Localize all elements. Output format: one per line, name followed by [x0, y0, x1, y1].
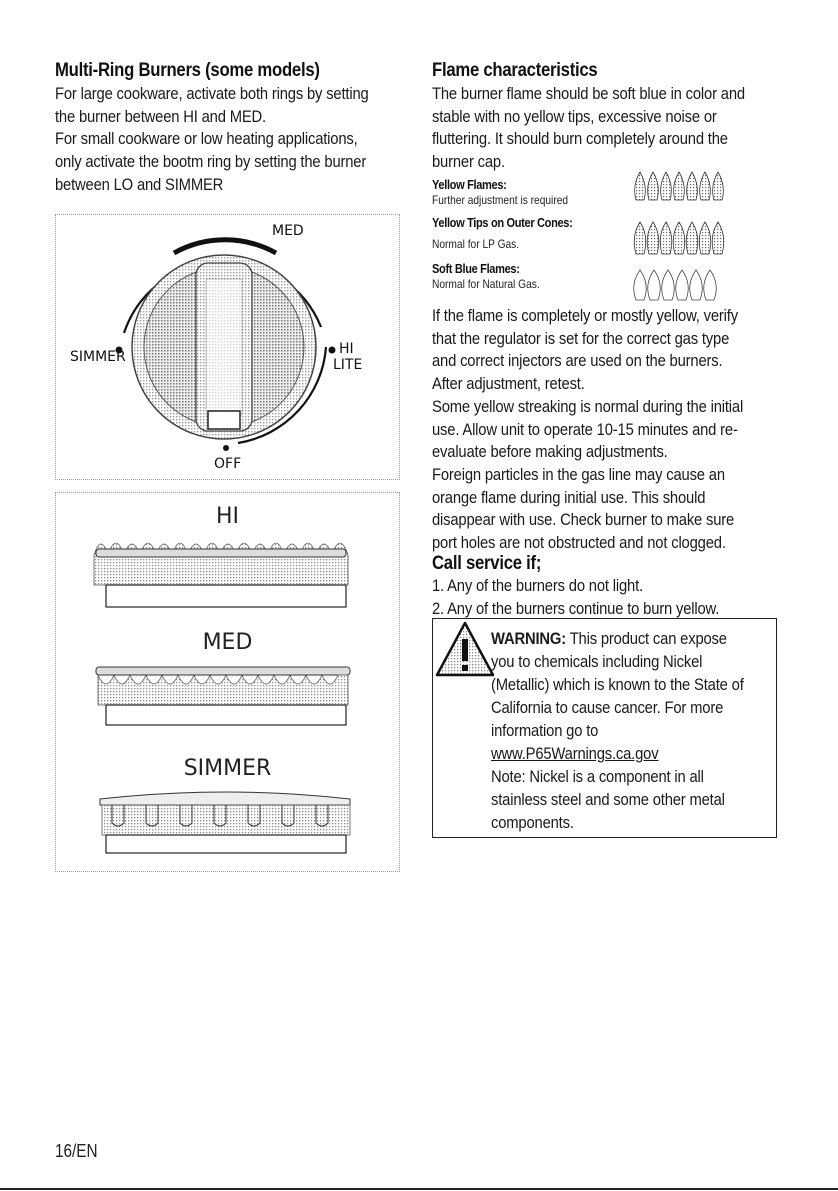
burner-label-med: MED — [202, 630, 253, 655]
burner-levels-figure — [55, 492, 400, 872]
text-line: disappear with use. Check burner to make sure — [432, 510, 735, 530]
warning-line: (Metallic) which is known to the State of — [491, 675, 744, 694]
text-line: that the regulator is set for the correct gas type — [432, 328, 730, 348]
burner-label-simmer: SIMMER — [183, 756, 272, 781]
flame-intro-text — [432, 83, 790, 174]
text-line: Some yellow streaking is normal during the initial — [432, 396, 744, 416]
section-heading-multi-ring: Multi-Ring Burners (some models) — [55, 60, 320, 81]
bottom-rule — [0, 1188, 838, 1190]
text-line: If the flame is completely or mostly yellow, verify — [432, 306, 738, 325]
text-line: After adjustment, retest. — [432, 374, 585, 394]
call-service-heading: Call service if; — [432, 553, 542, 574]
warning-note-line: components. — [491, 813, 574, 832]
flame-icons — [630, 166, 740, 306]
text-line: stable with no yellow tips, excessive noise or — [432, 106, 717, 126]
flame-body-text — [432, 305, 790, 555]
page-number: 16/EN — [55, 1141, 98, 1161]
burner-label-hi: HI — [215, 504, 240, 529]
knob-label-lite: LITE — [333, 357, 363, 373]
text-line: between LO and SIMMER — [55, 174, 224, 194]
flame-title: Yellow Flames: — [432, 177, 507, 192]
flame-desc: Normal for Natural Gas. — [432, 277, 540, 291]
warning-text — [491, 627, 778, 834]
text-line: the burner between HI and MED. — [55, 106, 267, 126]
knob-label-hi: HI — [339, 341, 354, 357]
text-line: and correct injectors are used on the burners. — [432, 351, 723, 371]
soft-blue-flame-icon — [634, 270, 717, 300]
text-line: use. Allow unit to operate 10-15 minutes and re- — [432, 419, 738, 439]
text-line: burner cap. — [432, 152, 505, 172]
yellow-tips-flame-icon — [634, 222, 724, 254]
call-service-list — [432, 575, 790, 620]
knob-label-off: OFF — [214, 456, 242, 472]
warning-label: WARNING: — [491, 629, 567, 648]
warning-note-line: Note: Nickel is a component in all — [491, 767, 704, 786]
warning-note-line: stainless steel and some other metal — [491, 790, 725, 809]
yellow-flame-icon — [635, 172, 724, 200]
flame-type-yellow — [432, 177, 636, 208]
text-line: The burner flame should be soft blue in color and — [432, 84, 745, 103]
warning-triangle-icon — [433, 619, 497, 681]
warning-line: This product can expose — [566, 629, 727, 648]
burner-simmer-drawing — [100, 792, 350, 853]
text-line: evaluate before making adjustments. — [432, 442, 668, 462]
burner-med-drawing — [96, 667, 350, 725]
warning-line: you to chemicals including Nickel — [491, 652, 703, 671]
flame-type-soft-blue — [432, 261, 636, 292]
text-line: orange flame during initial use. This should — [432, 487, 706, 507]
flame-desc: Normal for LP Gas. — [432, 237, 520, 251]
flame-desc: Further adjustment is required — [432, 193, 569, 207]
flame-title: Yellow Tips on Outer Cones: — [432, 215, 573, 230]
text-line: For large cookware, activate both rings by setting — [55, 84, 369, 103]
text-line: Foreign particles in the gas line may cause an — [432, 464, 725, 484]
knob-label-simmer: SIMMER — [70, 349, 126, 365]
section-heading-flame: Flame characteristics — [432, 60, 598, 81]
burner-hi-drawing — [94, 543, 348, 607]
list-item: 1. Any of the burners do not light. — [432, 576, 643, 595]
list-item: 2. Any of the burners continue to burn yellow. — [432, 598, 720, 618]
text-line: port holes are not obstructed and not clogged. — [432, 533, 726, 553]
multi-ring-text — [55, 83, 412, 197]
warning-line: information go to — [491, 721, 599, 740]
knob-label-med: MED — [272, 223, 304, 239]
p65-warnings-link[interactable]: www.P65Warnings.ca.gov — [491, 744, 659, 763]
burner-illustrations — [56, 493, 399, 871]
text-line: For small cookware or low heating applications, — [55, 129, 358, 149]
flame-type-yellow-tips — [432, 215, 636, 252]
warning-line: California to cause cancer. For more — [491, 698, 724, 717]
knob-figure — [55, 214, 400, 480]
warning-box — [432, 618, 777, 838]
flame-title: Soft Blue Flames: — [432, 261, 520, 276]
text-line: fluttering. It should burn completely around the — [432, 129, 728, 149]
text-line: only activate the bootm ring by setting the burner — [55, 152, 367, 172]
